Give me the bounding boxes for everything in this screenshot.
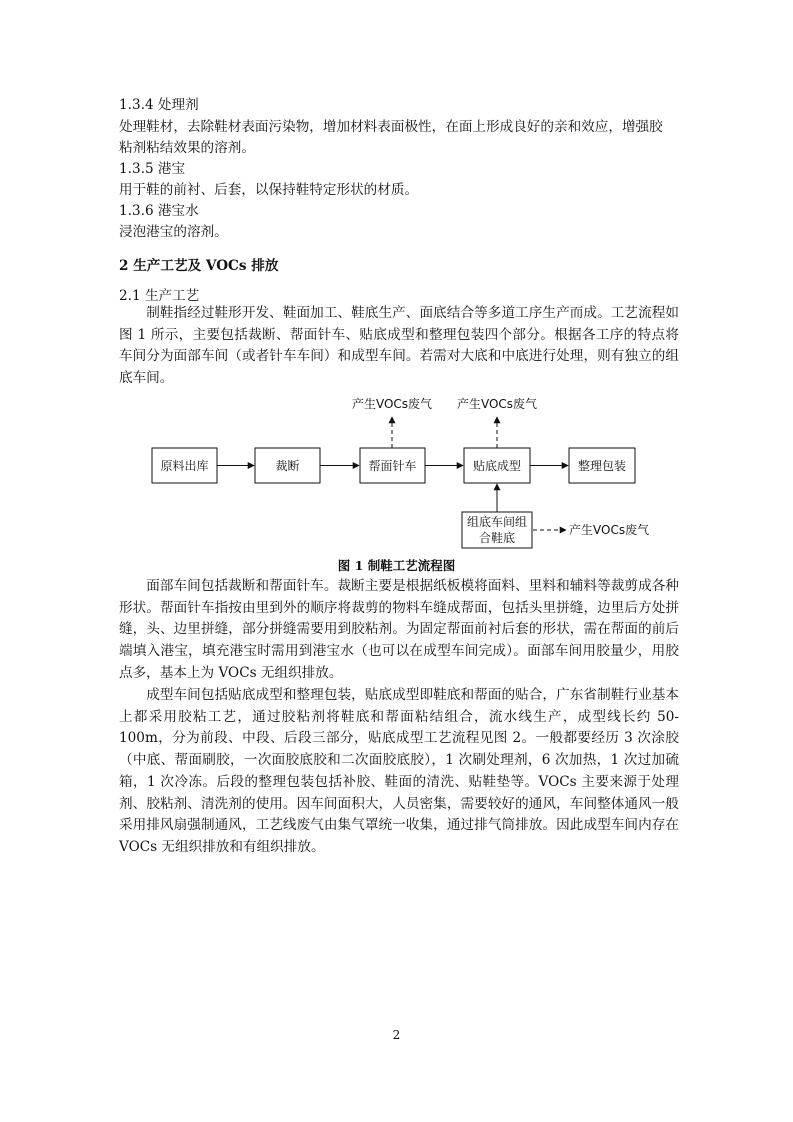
paragraph-workshop xyxy=(119,576,679,685)
body-line: 粘剂粘结效果的溶剂。 xyxy=(119,140,255,156)
section-heading-1-3-6: 1.3.6 港宝水 xyxy=(119,203,199,219)
paragraph-text: 成型车间包括贴底成型和整理包装，贴底成型即鞋底和帮面的贴合，广东省制鞋行业基本上都采用胶粘工艺，通过胶粘剂将鞋底和帮面粘结组合，流水线生产，成型线长约 50-100m，分为前段、中段、后段三部分，贴底成型工艺流程见图 2。一般都要经历 3 次涂胶（中底、帮面刷胶，一次面胶底胶和二次面胶底胶），1 次刷处理剂，6 次加热，1 次过加硫箱，1 次冷冻。后段的整理包装包括补胶、鞋面的清洗、贴鞋垫等。VOCs 主要来源于处理剂、胶粘剂、清洗剂的使用。因车间面积大，人员密集，需要较好的通风，车间整体通风一般采用排风扇强制通风，工艺线废气由集气罩统一收集，通过排气筒排放。因此成型车间内存在 VOCs 无组织排放和有组织排放。 xyxy=(119,687,679,855)
process-box-label: 贴底成型 xyxy=(472,459,522,473)
paragraph-forming xyxy=(119,685,679,859)
process-box-upper-stitching xyxy=(360,448,425,483)
emission-label-3: 产生VOCs废气 xyxy=(569,523,650,537)
section-heading-2: 2 生产工艺及 VOCs 排放 xyxy=(119,258,279,274)
page-number: 2 xyxy=(392,1028,401,1042)
process-box-label: 裁断 xyxy=(275,459,300,473)
section-heading-1-3-5: 1.3.5 港宝 xyxy=(119,161,186,177)
emission-label-2: 产生VOCs废气 xyxy=(456,397,538,411)
process-box-label: 帮面针车 xyxy=(368,459,417,473)
process-box-label: 整理包装 xyxy=(577,459,627,473)
paragraph-text: 面部车间包括裁断和帮面针车。裁断主要是根据纸板模将面料、里料和辅料等裁剪成各种形状。帮面针车指按由里到外的顺序将裁剪的物料车缝成帮面，包括头里拼缝，边里后方处拼缝，头、边里拼缝，部分拼缝需要用到胶粘剂。为固定帮面前衬后套的形状，需在帮面的前后端填入港宝，填充港宝时需用到港宝水（也可以在成型车间完成）。面部车间用胶量少，用胶点多，基本上为 VOCs 无组织排放。 xyxy=(119,578,679,681)
process-box-label: 组底车间组 xyxy=(466,515,528,529)
process-box-label: 合鞋底 xyxy=(478,531,516,545)
body-line: 用于鞋的前衬、后套，以保持鞋特定形状的材质。 xyxy=(119,182,419,198)
process-box-sole-assembly xyxy=(462,512,532,548)
body-line: 处理鞋材，去除鞋材表面污染物，增加材料表面极性，在面上形成良好的亲和效应，增强胶 xyxy=(119,119,663,135)
emission-label-1: 产生VOCs废气 xyxy=(351,397,433,411)
process-box-sole-attaching xyxy=(464,448,530,483)
section-heading-1-3-4: 1.3.4 处理剂 xyxy=(119,97,199,113)
figure-caption: 图 1 制鞋工艺流程图 xyxy=(337,558,456,573)
paragraph-text: 制鞋指经过鞋形开发、鞋面加工、鞋底生产、面底结合等多道工序生产而成。工艺流程如图 1 所示，主要包括裁断、帮面针车、贴底成型和整理包装四个部分。根据各工序的特点将车间分为面部车间（或者针车车间）和成型车间。若需对大底和中底进行处理，则有独立的组底车间。 xyxy=(119,305,679,387)
section-heading-2-1: 2.1 生产工艺 xyxy=(119,288,200,304)
body-line: 浸泡港宝的溶剂。 xyxy=(119,224,228,240)
process-box-finishing-packing xyxy=(569,448,635,483)
process-box-label: 原料出库 xyxy=(160,459,209,473)
process-box-raw-material xyxy=(152,448,217,483)
process-box-cutting xyxy=(255,448,320,483)
